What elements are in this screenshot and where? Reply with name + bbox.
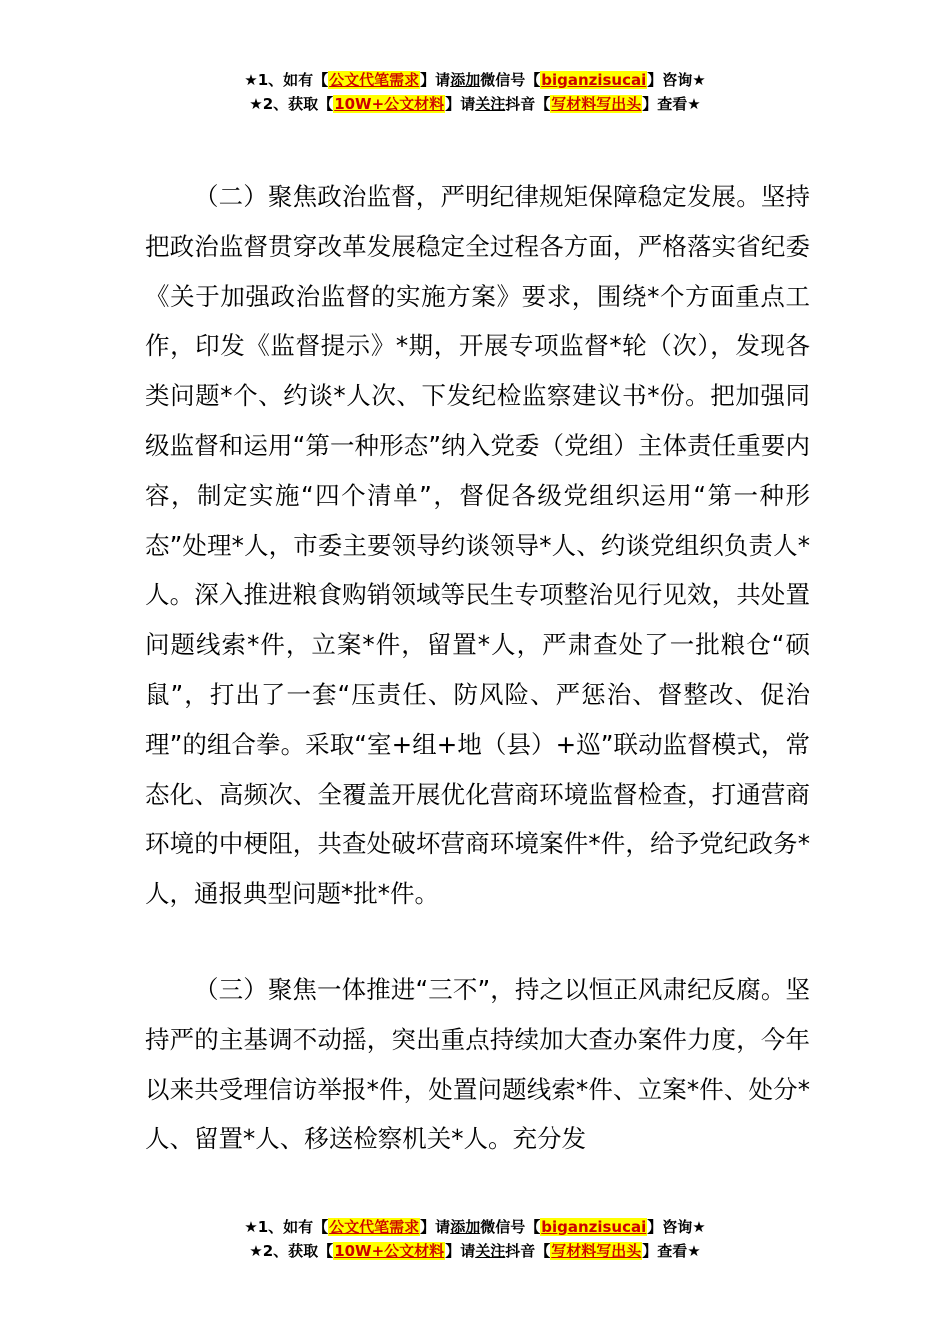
paragraph-political-supervision: （二）聚焦政治监督，严明纪律规矩保障稳定发展。坚持把政治监督贯穿改革发展稳定全过程各方面，严格落实省纪委《关于加强政治监督的实施方案》要求，围绕*个方面重点工作，印发《监督提示》*期，开展专项监督*轮（次），发现各类问题*个、约谈*人次、下发纪检监察建议书*份。把加强同级监督和运用“第一种形态”纳入党委（党组）主体责任重要内容，制定实施“四个清单”，督促各级党组织运用“第一种形态”处理*人，市委主要领导约谈领导*人、约谈党组织负责人*人。深入推进粮食购销领域等民生专项整治见行见效，共处置问题线索*件，立案*件，留置*人，严肃查处了一批粮仓“硕鼠”，打出了一套“压责任、防风险、严惩治、督整改、促治理”的组合拳。采取“室+组+地（县）+巡”联动监督模式，常态化、高频次、全覆盖开展优化营商环境监督检查，打通营商环境的中梗阻，共查处破坏营商环境案件*件，给予党纪政务*人，通报典型问题*批*件。: [145, 182, 810, 909]
banner-highlight-wechat-id: biganzisucai: [541, 1218, 647, 1236]
banner-highlight-wechat-id: biganzisucai: [541, 71, 647, 89]
banner-text: 微信号【: [480, 1218, 541, 1236]
banner-line-1: [0, 1215, 950, 1239]
banner-text: 】咨询★: [647, 1218, 706, 1236]
promo-banner-top: [0, 68, 950, 116]
banner-text: 】请: [445, 95, 476, 113]
banner-highlight-douyin: 写材料写出头: [551, 95, 642, 113]
banner-highlight-materials: 10W+公文材料: [334, 95, 445, 113]
banner-underlined: 关注: [475, 95, 506, 113]
banner-text: 】查看★: [642, 1242, 701, 1260]
banner-highlight-materials: 10W+公文材料: [334, 1242, 445, 1260]
banner-line-2: [0, 1239, 950, 1263]
banner-line-1: [0, 68, 950, 92]
banner-line-2: [0, 92, 950, 116]
banner-underlined: 添加: [450, 1218, 481, 1236]
banner-highlight-service: 公文代笔需求: [329, 1218, 420, 1236]
document-body: [145, 172, 810, 1164]
banner-text: ★2、获取【: [249, 1242, 334, 1260]
banner-highlight-douyin: 写材料写出头: [551, 1242, 642, 1260]
banner-underlined: 关注: [475, 1242, 506, 1260]
banner-highlight-service: 公文代笔需求: [329, 71, 420, 89]
banner-text: ★1、如有【: [244, 71, 329, 89]
banner-text: 抖音【: [505, 95, 551, 113]
banner-text: 】请: [445, 1242, 476, 1260]
paragraph-three-nots: （三）聚焦一体推进“三不”，持之以恒正风肃纪反腐。坚持严的主基调不动摇，突出重点持续加大查办案件力度，今年以来共受理信访举报*件，处置问题线索*件、立案*件、处分*人、留置*人、移送检察机关*人。充分发: [145, 974, 810, 1154]
banner-text: ★1、如有【: [244, 1218, 329, 1236]
banner-text: 】请: [420, 71, 451, 89]
banner-text: 微信号【: [480, 71, 541, 89]
promo-banner-bottom: [0, 1215, 950, 1263]
banner-text: 】查看★: [642, 95, 701, 113]
banner-underlined: 添加: [450, 71, 481, 89]
banner-text: 】请: [420, 1218, 451, 1236]
banner-text: 】咨询★: [647, 71, 706, 89]
banner-text: 抖音【: [505, 1242, 551, 1260]
banner-text: ★2、获取【: [249, 95, 334, 113]
